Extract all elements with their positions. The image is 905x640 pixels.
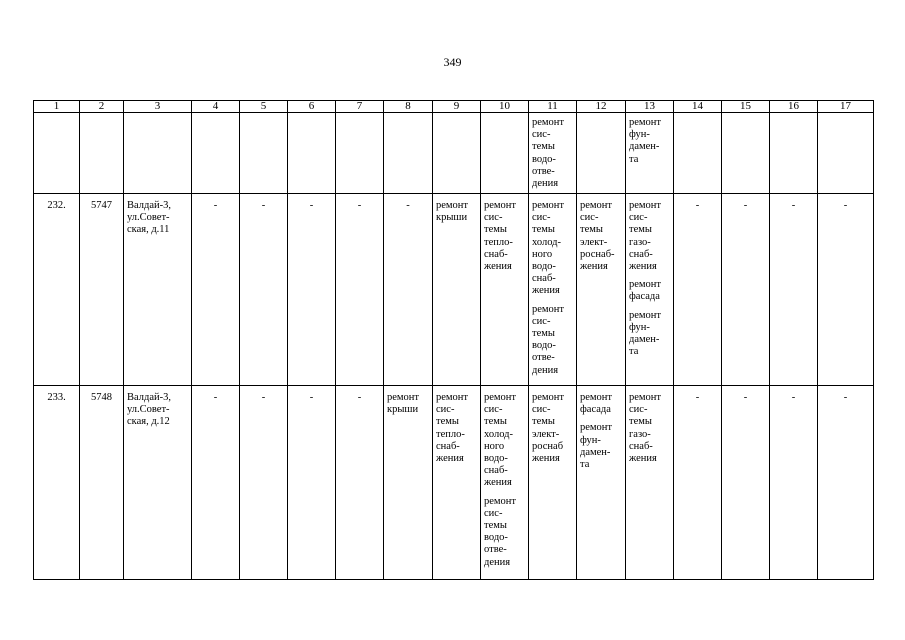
column-header: 12 [577, 101, 626, 113]
table-cell: - [384, 194, 433, 386]
work-item: ремонт сис- темы холод- ного водо- снаб- жения [484, 392, 517, 489]
column-header: 9 [433, 101, 481, 113]
row-number-cell: 233. [34, 386, 80, 580]
work-item: ремонт фасада [580, 392, 613, 416]
column-header: 10 [481, 101, 529, 113]
column-header: 5 [240, 101, 288, 113]
table-cell: - [770, 386, 818, 580]
table-cell: - [336, 386, 384, 580]
column-header: 7 [336, 101, 384, 113]
work-item: ремонт фасада [629, 279, 662, 303]
table-cell: - [674, 386, 722, 580]
table-cell [722, 113, 770, 194]
work-item: ремонт сис- темы элект- роснаб жения [532, 392, 565, 465]
house-code-cell: 5748 [80, 386, 124, 580]
table-cell [288, 113, 336, 194]
column-header: 17 [818, 101, 874, 113]
page-number: 349 [443, 55, 462, 69]
address-cell [124, 113, 192, 194]
work-cell [481, 194, 529, 386]
address-cell: Валдай-3, ул.Совет- ская, д.12 [124, 386, 192, 580]
column-header: 13 [626, 101, 674, 113]
work-cell [433, 113, 481, 194]
table-cell: - [674, 194, 722, 386]
table-cell: - [722, 386, 770, 580]
table-cell: - [240, 194, 288, 386]
column-header: 4 [192, 101, 240, 113]
work-item: ремонт сис- темы тепло- снаб- жения [484, 200, 517, 273]
column-header: 3 [124, 101, 192, 113]
column-header: 1 [34, 101, 80, 113]
table-cell: - [770, 194, 818, 386]
column-header: 2 [80, 101, 124, 113]
table-cell [770, 113, 818, 194]
column-header: 11 [529, 101, 577, 113]
house-code-cell [80, 113, 124, 194]
table-cell: - [288, 194, 336, 386]
work-cell: ремонт крыши [384, 386, 433, 580]
table-cell: - [192, 386, 240, 580]
table-cell: - [240, 386, 288, 580]
table-cell: - [288, 386, 336, 580]
table-cell: - [722, 194, 770, 386]
work-item: ремонт сис- темы элект- роснаб- жения [580, 200, 615, 273]
row-number-cell [34, 113, 80, 194]
work-cell [481, 386, 529, 580]
work-item: ремонт сис- темы водо- отве- дения [484, 495, 517, 568]
work-cell [529, 386, 577, 580]
house-code-cell: 5747 [80, 194, 124, 386]
work-cell [433, 386, 481, 580]
table-cell [336, 113, 384, 194]
work-cell [577, 386, 626, 580]
work-cell [529, 194, 577, 386]
column-header: 14 [674, 101, 722, 113]
table-cell: - [818, 386, 874, 580]
table-cell: - [336, 194, 384, 386]
work-item: ремонт сис- темы водо- отве- дения [532, 117, 565, 190]
table-cell [818, 113, 874, 194]
work-item: ремонт сис- темы тепло- снаб- жения [436, 392, 469, 465]
work-cell [626, 386, 674, 580]
table-cell [192, 113, 240, 194]
table-cell [384, 113, 433, 194]
work-cell [577, 113, 626, 194]
work-cell [433, 194, 481, 386]
work-cell [626, 194, 674, 386]
table-cell [674, 113, 722, 194]
repair-schedule-table [33, 100, 874, 580]
table-row [34, 194, 874, 386]
table-row [34, 386, 874, 580]
table-row [34, 113, 874, 194]
column-header: 16 [770, 101, 818, 113]
work-cell [481, 113, 529, 194]
work-item: ремонт крыши [436, 200, 469, 224]
work-cell [626, 113, 674, 194]
work-item: ремонт сис- темы водо- отве- дения [532, 303, 565, 376]
work-item: ремонт сис- темы газо- снаб- жения [629, 392, 662, 465]
column-header: 15 [722, 101, 770, 113]
address-cell: Валдай-3, ул.Совет- ская, д.11 [124, 194, 192, 386]
work-item: ремонт фун- дамен- та [629, 117, 662, 165]
work-item: ремонт фун- дамен- та [580, 422, 613, 471]
column-header: 8 [384, 101, 433, 113]
work-item: ремонт сис- темы холод- ного водо- снаб- жения [532, 200, 565, 297]
work-cell [577, 194, 626, 386]
work-item: ремонт фун- дамен- та [629, 309, 662, 358]
work-item: ремонт сис- темы газо- снаб- жения [629, 200, 662, 273]
column-header: 6 [288, 101, 336, 113]
table-cell: - [818, 194, 874, 386]
work-cell [529, 113, 577, 194]
column-number-row [34, 101, 874, 113]
table-cell: - [192, 194, 240, 386]
row-number-cell: 232. [34, 194, 80, 386]
table-cell [240, 113, 288, 194]
